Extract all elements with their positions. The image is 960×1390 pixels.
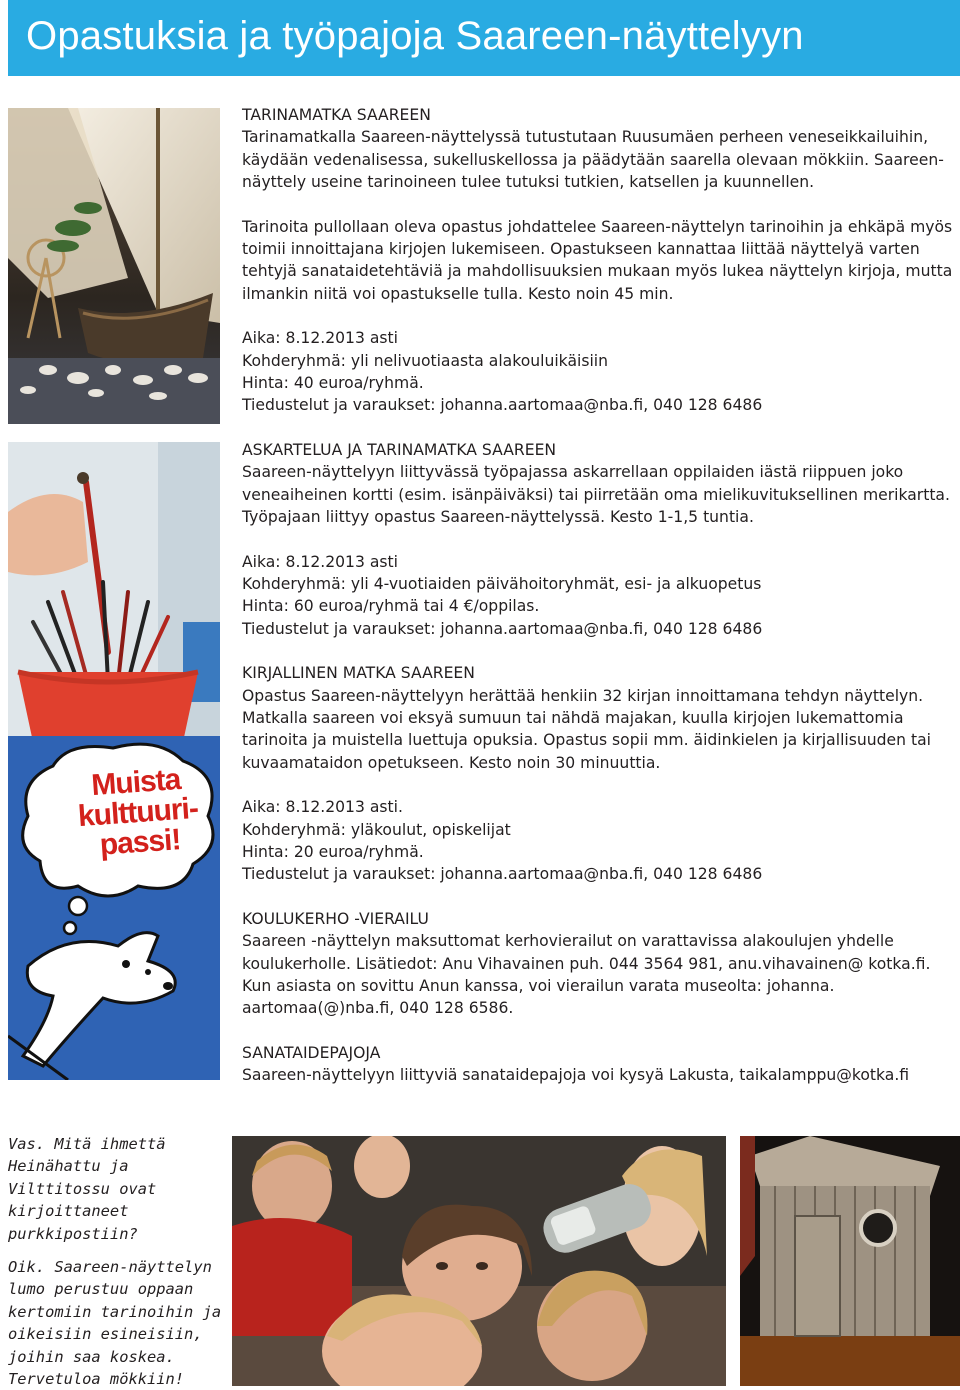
section-title: TARINAMATKA SAAREEN [242, 106, 431, 124]
section-paragraph: Tarinamatkalla Saareen-näyttelyssä tutustutaan Ruusumäen perheen veneseikkailuihin, käydään vedenalisessa, sukelluskellossa ja päädytään saarella olevaan mökkiin. Saareen-näyttely useine tarinoineen tulee tutuksi tutkien, katsellen ja kuunnellen. [242, 128, 944, 192]
section-paragraph: Tarinoita pullollaan oleva opastus johdattelee Saareen-näyttelyn tarinoihin ja ehkäpä myös toimii innoittajana kirjojen lukemiseen. Opastukseen kannattaa liittää näyttelyä varten tehtyjä sanataidetehtäviä ja mahdollisuuksien mukaan myös lukea näyttelyn kirjoja, mutta ilmankin niitä voi opastukselle tulla. Kesto noin 45 min. [242, 217, 953, 303]
info-time: Aika: 8.12.2013 asti. [242, 798, 403, 817]
section-title: KOULUKERHO -VIERAILU [242, 909, 429, 928]
info-price: Hinta: 20 euroa/ryhmä. [242, 842, 424, 861]
caption-right [8, 1256, 228, 1390]
info-contact: Tiedustelut ja varaukset: johanna.aartomaa@nba.fi, 040 128 6486 [242, 619, 763, 638]
section-tarinamatka [242, 104, 954, 417]
caption-right-text: Oik. Saareen-näyttelyn lumo perustuu oppaan kertomiin tarinoihin ja oikeisiin esineisiin, joihin saa koskea. Tervetuloa mökkiin! [8, 1258, 222, 1389]
section-sanataidepajoja [242, 1042, 954, 1087]
section-koulukerho [242, 908, 954, 1020]
section-paragraph: Saareen -näyttelyn maksuttomat kerhovierailut on varattavissa alakoulujen yhdelle koulukerholle. Lisätiedot: Anu Vihavainen puh. 044 3564 981, anu.vihavainen@ kotka.fi. Kun asiasta on sovittu Anun kanssa, voi vierailun varata museolta: johanna. aartomaa(@)nba.fi, 040 128 6586. [242, 932, 931, 1018]
header-bar [8, 0, 960, 76]
section-title: KIRJALLINEN MATKA SAAREEN [242, 664, 475, 683]
children-photo [232, 1136, 726, 1386]
section-paragraph: Opastus Saareen-näyttelyyn herättää henkiin 32 kirjan innoittamana tehdyn näyttelyn. Matkalla saareen voi eksyä sumuun tai nähdä majakan, kuulla kirjojen lukemattomia tarinoita ja muistella luettuja opuksia. Opastus sopii mm. äidinkielen ja kirjallisuuden tai kuvaamataidon opetukseen. Kesto noin 30 minuuttia. [242, 686, 931, 772]
paintbrushes-photo [8, 442, 220, 742]
info-target-group: Kohderyhmä: yläkoulut, opiskelijat [242, 820, 511, 839]
page-title: Opastuksia ja työpajoja Saareen-näyttelyyn [26, 14, 804, 58]
boat-photo [8, 108, 220, 424]
caption-left [8, 1133, 228, 1245]
main-content [242, 104, 954, 1087]
section-title: SANATAIDEPAJOJA [242, 1043, 381, 1062]
poster-line-3: passi! [98, 823, 182, 862]
info-time: Aika: 8.12.2013 asti [242, 552, 398, 571]
info-price: Hinta: 40 euroa/ryhmä. [242, 374, 424, 393]
section-kirjallinen [242, 662, 954, 886]
info-time: Aika: 8.12.2013 asti [242, 329, 398, 348]
kulttuuripassi-poster [8, 736, 220, 1080]
children-graphic [232, 1136, 726, 1386]
section-title: ASKARTELUA JA TARINAMATKA SAAREEN [242, 440, 557, 459]
section-paragraph: Saareen-näyttelyyn liittyviä sanataidepajoja voi kysyä Lakusta, taikalamppu@kotka.fi [242, 1066, 910, 1085]
info-price: Hinta: 60 euroa/ryhmä tai 4 €/oppilas. [242, 597, 540, 616]
poster-line-2: kulttuuri- [76, 791, 199, 834]
section-paragraph: Saareen-näyttelyyn liittyvässä työpajassa askarrellaan oppilaiden iästä riippuen joko veneaiheinen kortti (esim. isänpäiväksi) tai piirretään oma mielikuvituksellinen merikartta. Työpajaan liittyy opastus Saareen-näyttelyssä. Kesto 1-1,5 tuntia. [242, 463, 950, 527]
info-contact: Tiedustelut ja varaukset: johanna.aartomaa@nba.fi, 040 128 6486 [242, 865, 763, 884]
poster-line-1: Muista [90, 763, 182, 803]
info-target-group: Kohderyhmä: yli 4-vuotiaiden päivähoitoryhmät, esi- ja alkuopetus [242, 574, 762, 593]
boat-photo-graphic [8, 108, 220, 424]
paintbrushes-graphic [8, 442, 220, 742]
info-target-group: Kohderyhmä: yli nelivuotiaasta alakouluikäisiin [242, 351, 609, 370]
cabin-graphic [740, 1136, 960, 1386]
poster-text [65, 763, 211, 863]
cabin-photo [740, 1136, 960, 1386]
caption-left-text: Vas. Mitä ihmettä Heinähattu ja Vilttitossu ovat kirjoittaneet purkkipostiin? [8, 1135, 166, 1243]
info-contact: Tiedustelut ja varaukset: johanna.aartomaa@nba.fi, 040 128 6486 [242, 396, 763, 415]
section-askartelua [242, 439, 954, 640]
